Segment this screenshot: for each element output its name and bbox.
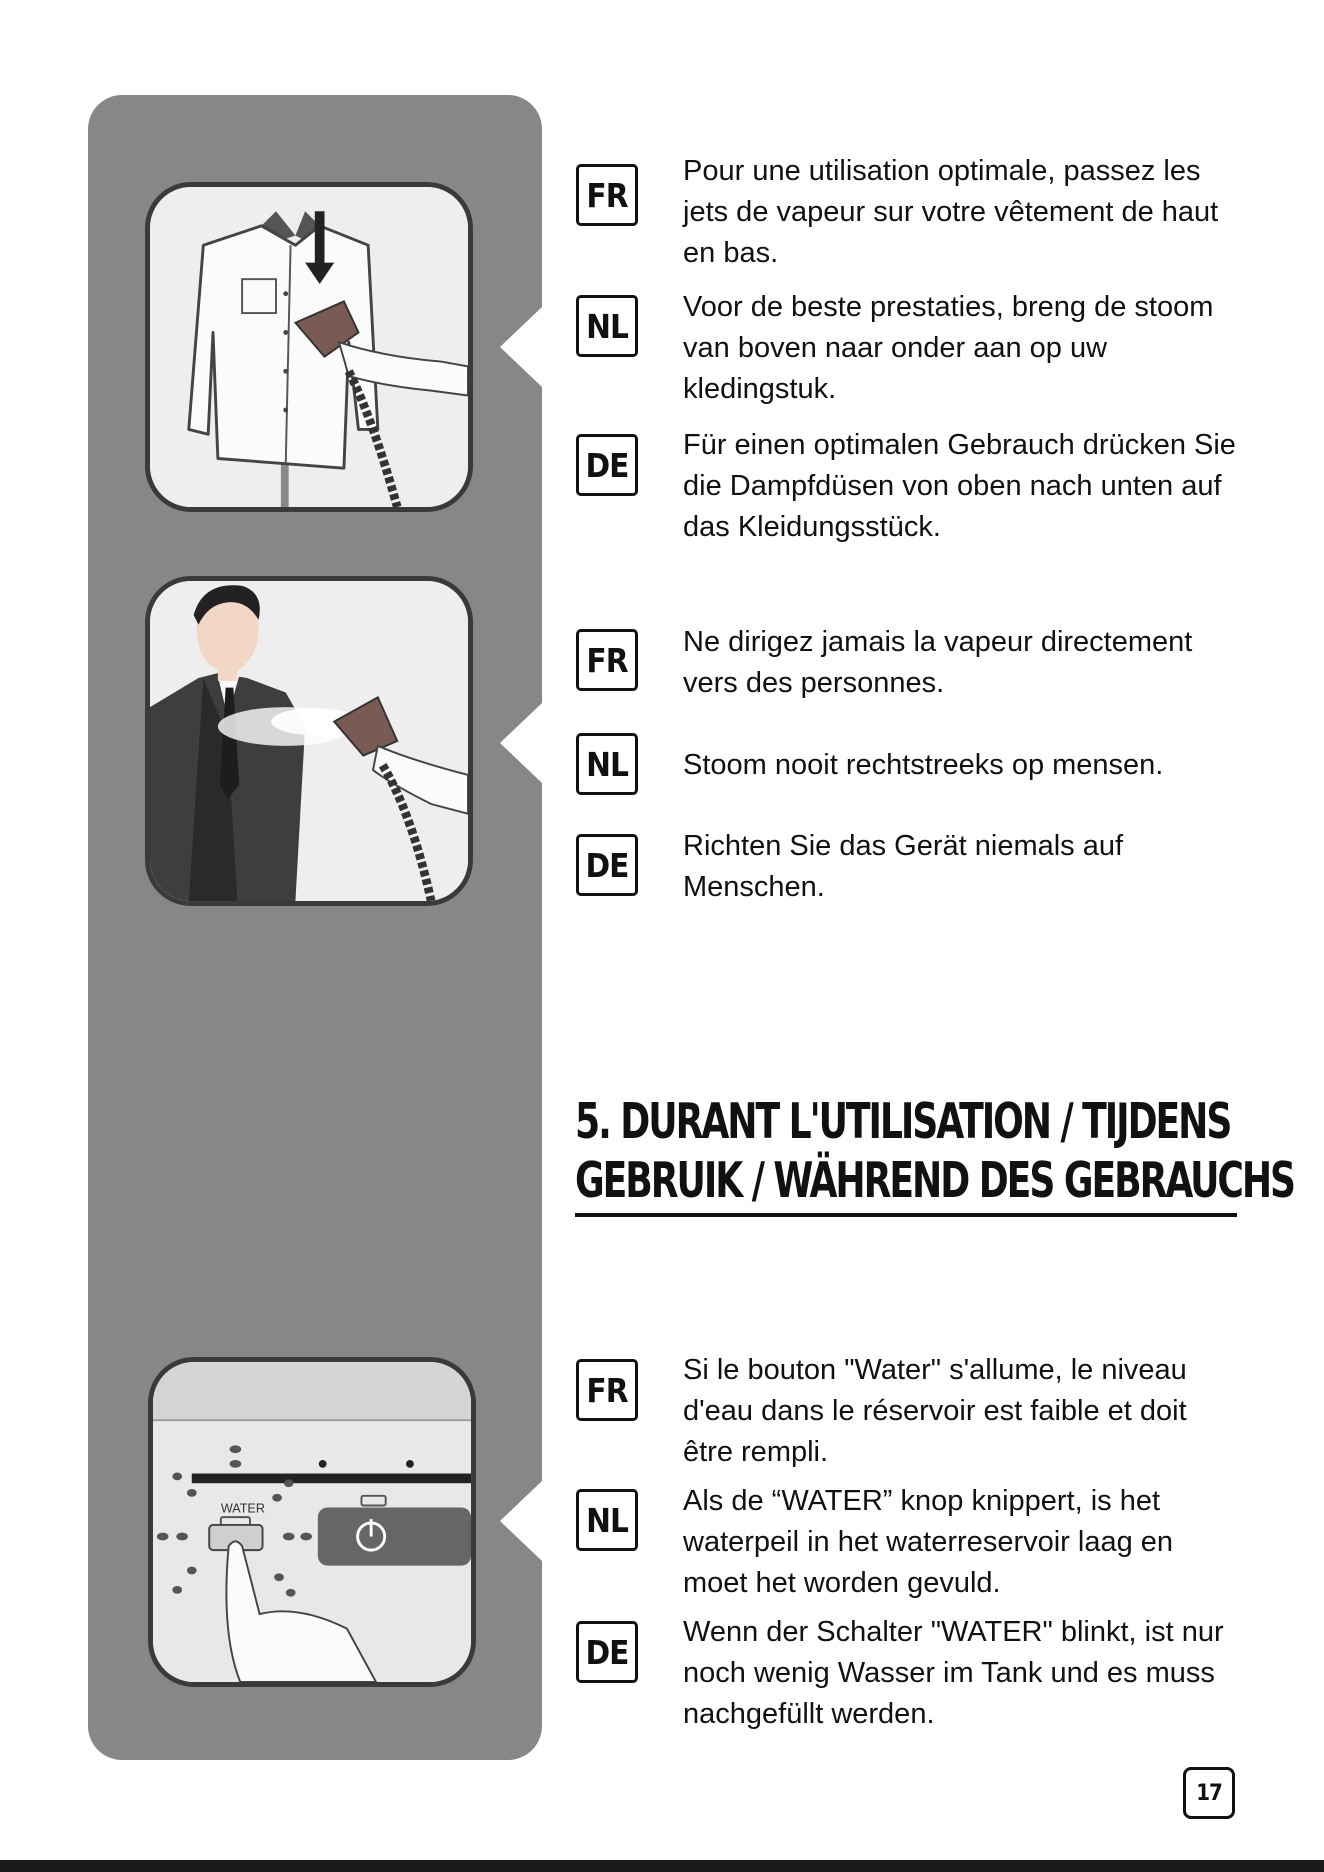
instruction-text-nl: Voor de beste prestaties, breng de stoom van boven naar onder aan op uw kledingstuk. — [683, 291, 1214, 405]
water-text-fr: Si le bouton "Water" s'allume, le niveau d'eau dans le réservoir est faible et doit être rempli. — [683, 1354, 1187, 1468]
bottom-edge-bar — [0, 1860, 1324, 1872]
heading-underline — [575, 1213, 1237, 1217]
pointer-notch — [500, 703, 542, 783]
shirt-steaming-illustration — [145, 182, 473, 512]
person-steam-warning-illustration — [145, 576, 473, 906]
warning-text-de: Richten Sie das Gerät niemals auf Menschen. — [683, 830, 1124, 903]
lang-badge-de: DE — [576, 834, 638, 896]
lang-badge-nl: NL — [576, 295, 638, 357]
lang-badge-fr: FR — [576, 164, 638, 226]
pointer-notch — [500, 1481, 542, 1561]
section-heading — [575, 1092, 1295, 1210]
instruction-text-fr: Pour une utilisation optimale, passez les jets de vapeur sur votre vêtement de haut en bas. — [683, 155, 1219, 269]
water-button-illustration — [148, 1357, 476, 1687]
warning-text-fr: Ne dirigez jamais la vapeur directement vers des personnes. — [683, 626, 1193, 699]
page-number: 17 — [1183, 1767, 1235, 1819]
section-heading-line1: 5. DURANT L'UTILISATION / TIJDENS — [575, 1093, 1231, 1150]
warning-text-nl: Stoom nooit rechtstreeks op mensen. — [683, 749, 1164, 781]
lang-badge-fr: FR — [576, 629, 638, 691]
instruction-text-de: Für einen optimalen Gebrauch drücken Sie die Dampfdüsen von oben nach unten auf das Kleidungsstück. — [683, 429, 1236, 543]
lang-badge-fr: FR — [576, 1359, 638, 1421]
section-heading-line2: GEBRUIK / WÄHREND DES GEBRAUCHS — [575, 1152, 1295, 1209]
pointer-notch — [500, 307, 542, 387]
water-text-de: Wenn der Schalter "WATER" blinkt, ist nur noch wenig Wasser im Tank und es muss nachgefüllt werden. — [683, 1616, 1224, 1730]
water-label: WATER — [220, 1501, 265, 1516]
lang-badge-nl: NL — [576, 733, 638, 795]
water-text-nl: Als de “WATER” knop knippert, is het waterpeil in het waterreservoir laag en moet het worden gevuld. — [683, 1485, 1174, 1599]
lang-badge-de: DE — [576, 1621, 638, 1683]
lang-badge-nl: NL — [576, 1489, 638, 1551]
lang-badge-de: DE — [576, 434, 638, 496]
